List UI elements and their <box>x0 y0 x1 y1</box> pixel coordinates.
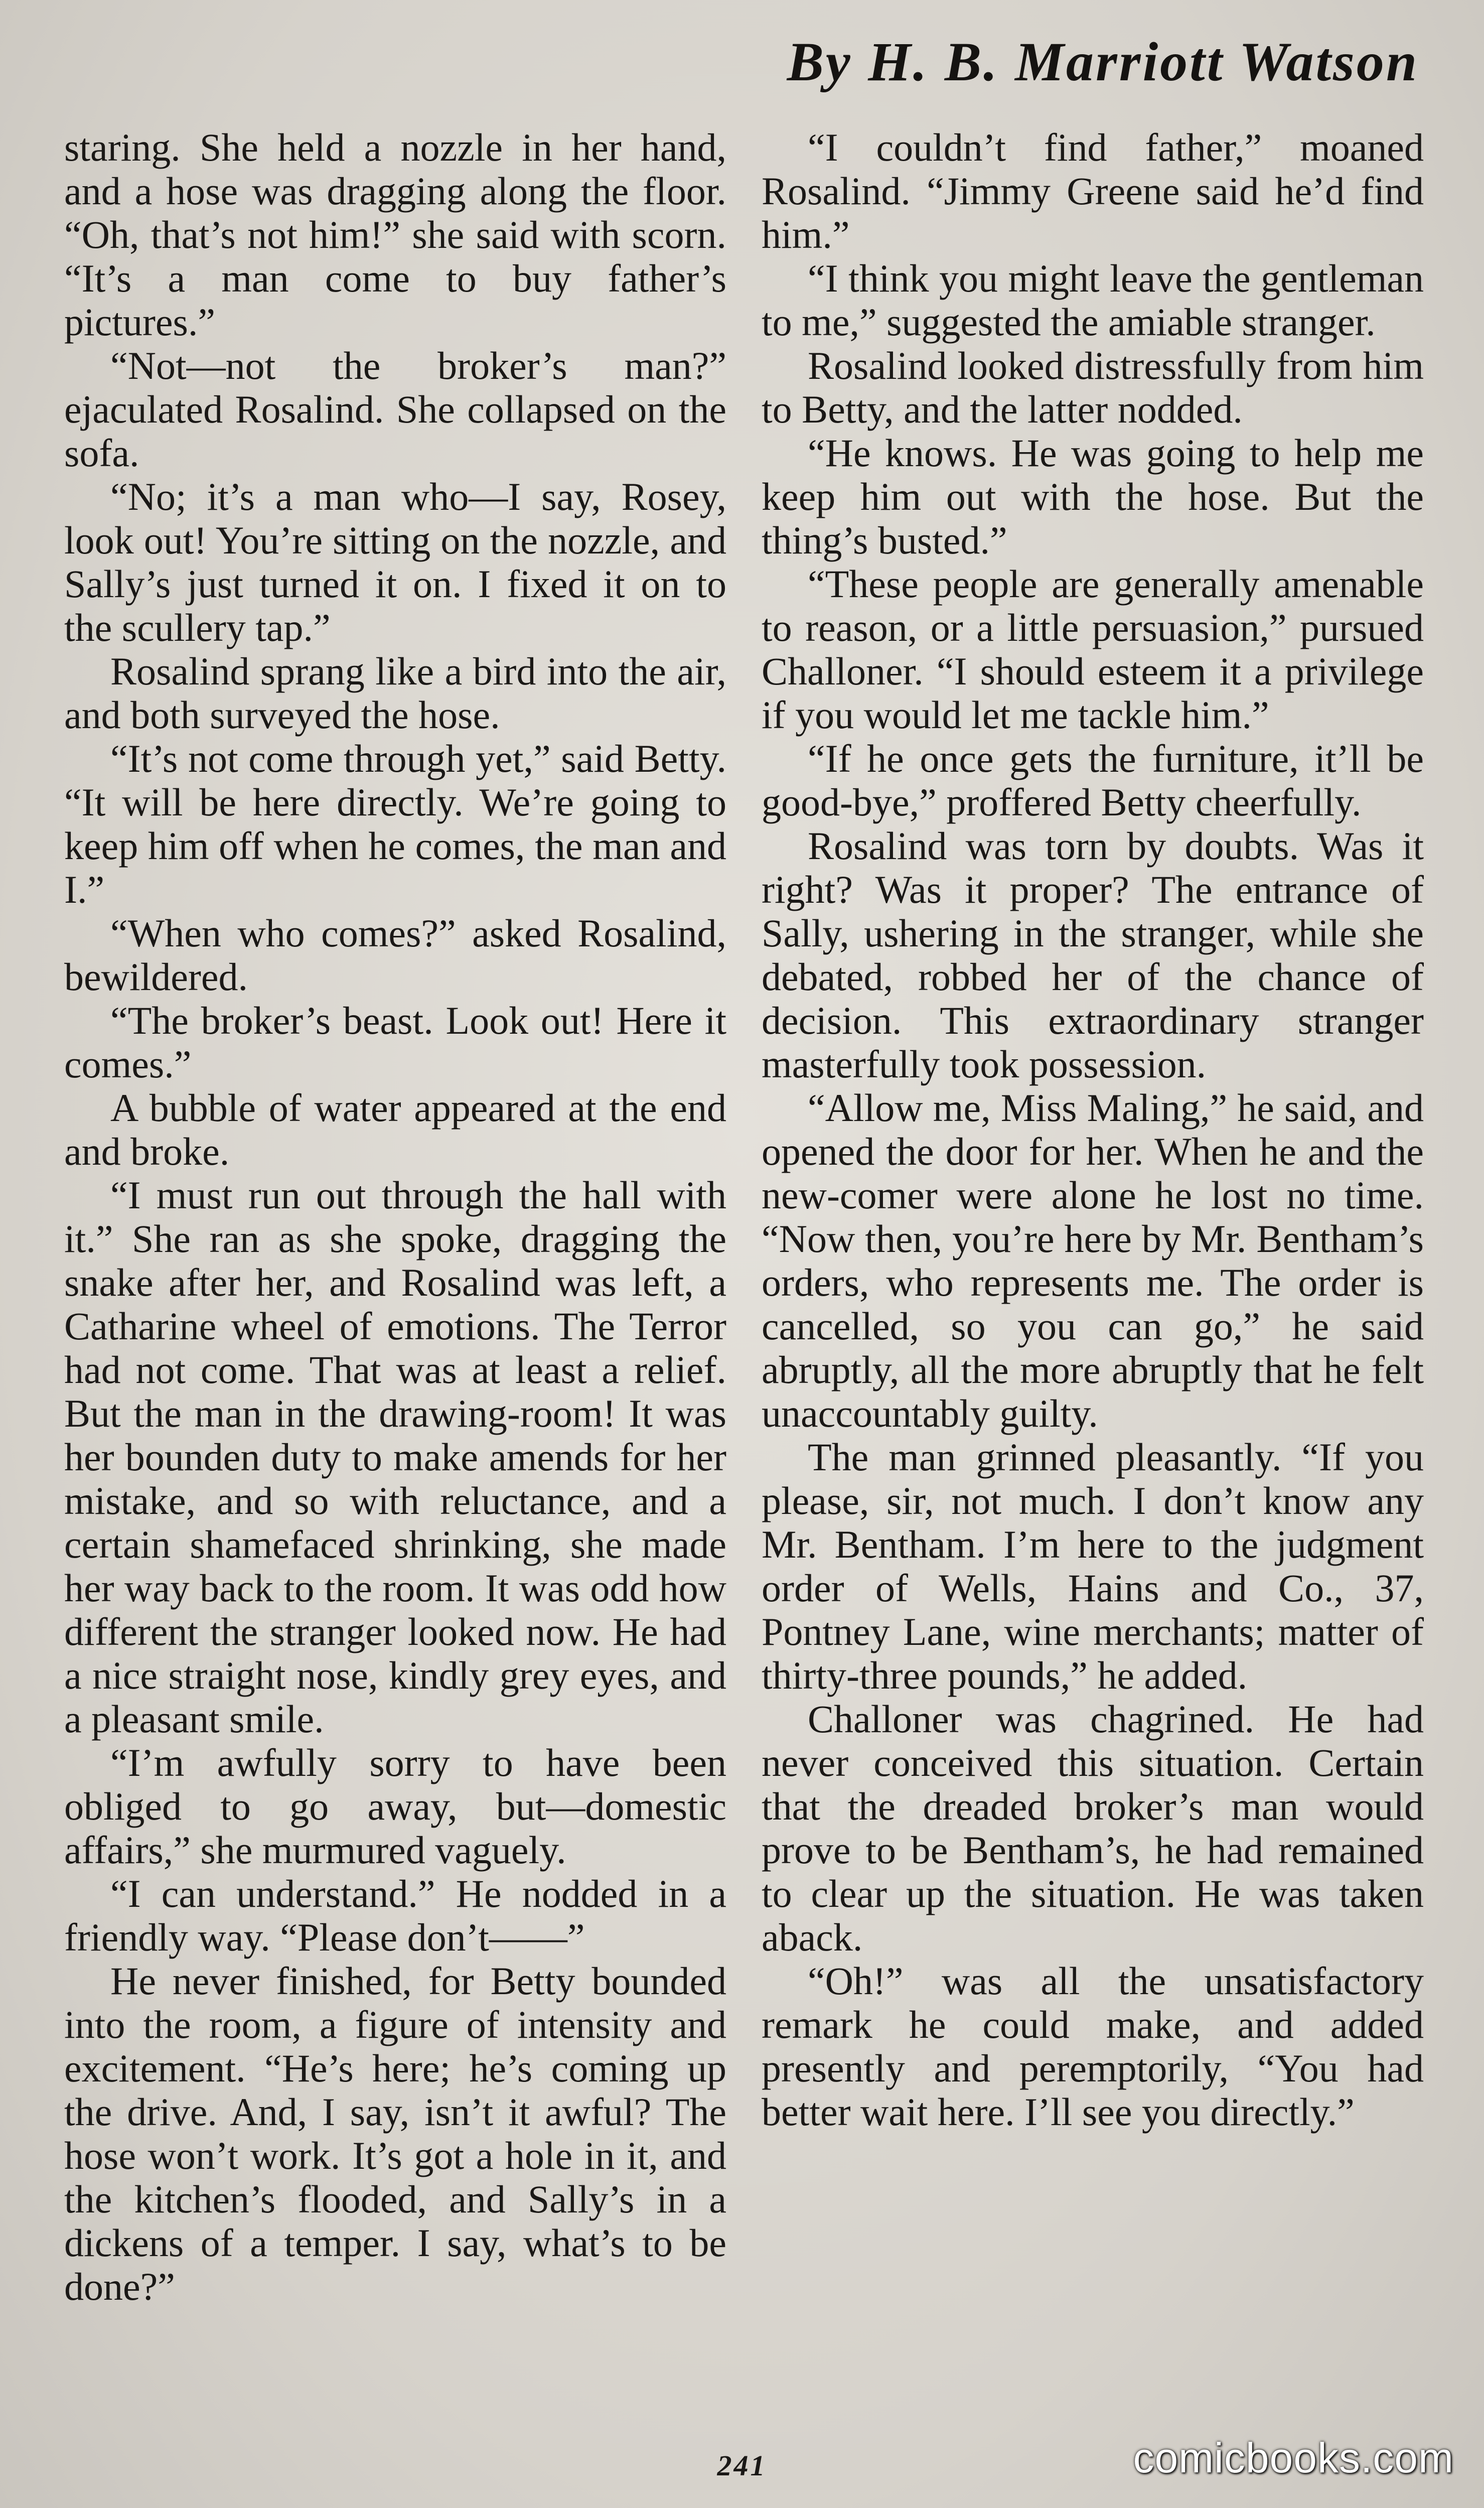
paragraph: A bubble of water appeared at the end and broke. <box>64 1086 726 1173</box>
author-byline: By H. B. Marriott Watson <box>787 31 1419 92</box>
left-column <box>64 125 726 2308</box>
paragraph: “I’m awfully sorry to have been obliged to go away, but—domestic affairs,” she murmured vaguely. <box>64 1741 726 1872</box>
paragraph: “If he once gets the furniture, it’ll be good-bye,” proffered Betty cheerfully. <box>762 737 1424 824</box>
paragraph: “I must run out through the hall with it.” She ran as she spoke, dragging the snake after her, and Rosalind was left, a Catharine wheel of emotions. The Terror had not come. That was at least a relief. But the man in the drawing-room! It was her bounden duty to make amends for her mistake, and so with reluctance, and a certain shamefaced shrinking, she made her way back to the room. It was odd how different the stranger looked now. He had a nice straight nose, kindly grey eyes, and a pleasant smile. <box>64 1173 726 1741</box>
paragraph: “It’s not come through yet,” said Betty. “It will be here directly. We’re going to keep him off when he comes, the man and I.” <box>64 737 726 911</box>
paragraph: “The broker’s beast. Look out! Here it comes.” <box>64 999 726 1086</box>
paragraph: “I think you might leave the gentleman to me,” suggested the amiable stranger. <box>762 256 1424 344</box>
paragraph: “Not—not the broker’s man?” ejaculated Rosalind. She collapsed on the sofa. <box>64 344 726 475</box>
paragraph: Challoner was chagrined. He had never conceived this situation. Certain that the dreaded broker’s man would prove to be Bentham’s, he had remained to clear up the situation. He was taken aback. <box>762 1697 1424 1959</box>
paragraph: “Oh!” was all the unsatisfactory remark he could make, and added presently and peremptorily, “You had better wait here. I’ll see you directly.” <box>762 1959 1424 2134</box>
paragraph: The man grinned pleasantly. “If you please, sir, not much. I don’t know any Mr. Bentham. I’m here to the judgment order of Wells, Hains and Co., 37, Pontney Lane, wine merchants; matter of thirty-three pounds,” he added. <box>762 1435 1424 1697</box>
paragraph: Rosalind looked distressfully from him to Betty, and the latter nodded. <box>762 344 1424 431</box>
paragraph: He never finished, for Betty bounded into the room, a figure of intensity and excitement. “He’s here; he’s coming up the drive. And, I say, isn’t it awful? The hose won’t work. It’s got a hole in it, and the kitchen’s flooded, and Sally’s in a dickens of a temper. I say, what’s to be done?” <box>64 1959 726 2308</box>
page-number: 241 <box>717 2449 767 2482</box>
paragraph: “These people are generally amenable to reason, or a little persuasion,” pursued Challoner. “I should esteem it a privilege if you would let me tackle him.” <box>762 562 1424 737</box>
paragraph: Rosalind sprang like a bird into the air, and both surveyed the hose. <box>64 649 726 737</box>
watermark: comicbooks.com <box>1133 2434 1454 2481</box>
paragraph: “When who comes?” asked Rosalind, bewildered. <box>64 911 726 999</box>
paragraph: “No; it’s a man who—I say, Rosey, look out! You’re sitting on the nozzle, and Sally’s just turned it on. I fixed it on to the scullery tap.” <box>64 475 726 649</box>
paragraph: Rosalind was torn by doubts. Was it right? Was it proper? The entrance of Sally, ushering in the stranger, while she debated, robbed her of the chance of decision. This extraordinary stranger masterfully took possession. <box>762 824 1424 1086</box>
right-column <box>762 125 1424 2134</box>
paragraph: “I couldn’t find father,” moaned Rosalind. “Jimmy Greene said he’d find him.” <box>762 125 1424 256</box>
paragraph: “He knows. He was going to help me keep him out with the hose. But the thing’s busted.” <box>762 431 1424 562</box>
paragraph: “I can understand.” He nodded in a friendly way. “Please don’t——” <box>64 1872 726 1959</box>
paragraph: staring. She held a nozzle in her hand, and a hose was dragging along the floor. “Oh, that’s not him!” she said with scorn. “It’s a man come to buy father’s pictures.” <box>64 125 726 344</box>
paragraph: “Allow me, Miss Maling,” he said, and opened the door for her. When he and the new-comer were alone he lost no time. “Now then, you’re here by Mr. Bentham’s orders, who represents me. The order is cancelled, so you can go,” he said abruptly, all the more abruptly that he felt unaccountably guilty. <box>762 1086 1424 1435</box>
